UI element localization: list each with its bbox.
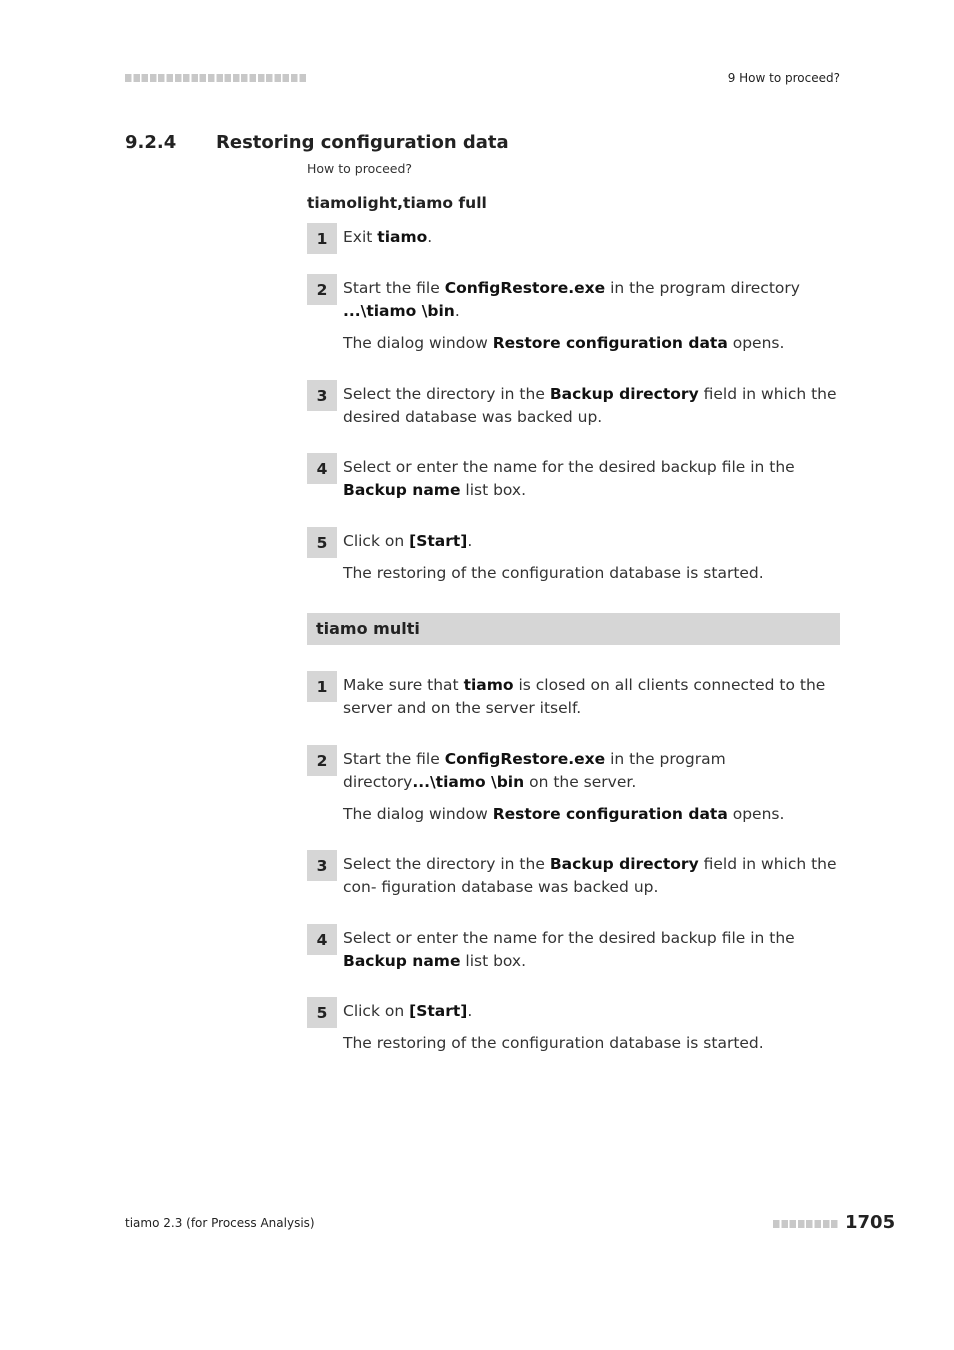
step-text: Select the directory in the (343, 385, 550, 403)
step-instruction (343, 453, 840, 502)
emphasis-text: Backup directory (549, 385, 699, 403)
step-item (307, 671, 840, 720)
step-text: The dialog window (343, 805, 493, 823)
emphasis-text: tiamo (377, 228, 428, 246)
emphasis-text: Backup name (343, 952, 461, 970)
step-item (307, 745, 840, 826)
step-text: The restoring of the configuration database is started. (343, 564, 764, 582)
step-text: Click on (343, 1002, 410, 1020)
emphasis-text: ConfigRestore.exe (444, 750, 606, 768)
section-subtitle: How to proceed? (307, 161, 413, 176)
step-text: The dialog window (343, 334, 493, 352)
emphasis-text: Restore configuration data (492, 334, 728, 352)
step-text: field in which the con- figuration database was backed up. (343, 855, 837, 896)
section-number: 9.2.4 (125, 132, 177, 153)
step-text: field in which the desired database was backed up. (343, 385, 837, 426)
emphasis-text: ...\tiamo \bin (343, 302, 455, 320)
header-decoration (125, 74, 307, 82)
step-text: . (454, 302, 460, 320)
step-item (307, 274, 840, 355)
step-item (307, 453, 840, 502)
step-text: opens. (727, 334, 785, 352)
step-number: 2 (307, 274, 337, 305)
step-number: 5 (307, 997, 337, 1028)
section-title: Restoring configuration data (216, 132, 509, 153)
step-text: Exit (343, 228, 378, 246)
step-instruction (343, 997, 840, 1023)
step-result (343, 803, 840, 826)
step-number: 4 (307, 453, 337, 484)
step-result (343, 1032, 840, 1055)
step-item (307, 380, 840, 429)
step-text: on the server. (524, 773, 637, 791)
step-text: . (427, 228, 433, 246)
step-text: in the program directory (343, 750, 726, 791)
step-instruction (343, 527, 840, 553)
step-text: Click on (343, 532, 410, 550)
step-result (343, 332, 840, 355)
step-instruction (343, 850, 840, 899)
step-number: 1 (307, 223, 337, 254)
step-text: The restoring of the configuration database is started. (343, 1034, 764, 1052)
step-result (343, 562, 840, 585)
emphasis-text: [Start] (409, 1002, 468, 1020)
step-item (307, 924, 840, 973)
step-item (307, 850, 840, 899)
step-instruction (343, 380, 840, 429)
step-text: Select or enter the name for the desired backup file in the (343, 458, 795, 476)
footer-decoration (773, 1220, 839, 1228)
step-text: Start the file (343, 279, 445, 297)
step-text: opens. (727, 805, 785, 823)
step-text: Select or enter the name for the desired backup file in the (343, 929, 795, 947)
page-number: 1705 (845, 1212, 896, 1233)
light-heading: tiamolight,tiamo full (307, 194, 487, 212)
running-header: 9 How to proceed? (727, 71, 840, 85)
step-instruction (343, 223, 840, 249)
step-text: . (467, 1002, 473, 1020)
step-text: in the program directory (605, 279, 800, 297)
step-text: is closed on all clients connected to the server and on the server itself. (343, 676, 826, 717)
step-text: . (467, 532, 473, 550)
step-number: 1 (307, 671, 337, 702)
step-instruction (343, 745, 840, 794)
emphasis-text: Restore configuration data (492, 805, 728, 823)
step-number: 3 (307, 380, 337, 411)
emphasis-text: Backup name (343, 481, 461, 499)
multi-heading: tiamo multi (307, 613, 840, 645)
step-text: Select the directory in the (343, 855, 550, 873)
step-instruction (343, 274, 840, 323)
step-number: 5 (307, 527, 337, 558)
emphasis-text: [Start] (409, 532, 468, 550)
step-text: list box. (460, 481, 527, 499)
step-item (307, 527, 840, 585)
step-text: Make sure that (343, 676, 464, 694)
emphasis-text: tiamo (463, 676, 514, 694)
step-number: 2 (307, 745, 337, 776)
step-text: list box. (460, 952, 527, 970)
step-text: Start the file (343, 750, 445, 768)
step-number: 4 (307, 924, 337, 955)
step-instruction (343, 671, 840, 720)
step-item (307, 997, 840, 1055)
footer-product: tiamo 2.3 (for Process Analysis) (125, 1216, 315, 1230)
step-instruction (343, 924, 840, 973)
step-number: 3 (307, 850, 337, 881)
emphasis-text: ...\tiamo \bin (412, 773, 525, 791)
emphasis-text: ConfigRestore.exe (444, 279, 606, 297)
emphasis-text: Backup directory (549, 855, 699, 873)
step-item (307, 223, 840, 249)
